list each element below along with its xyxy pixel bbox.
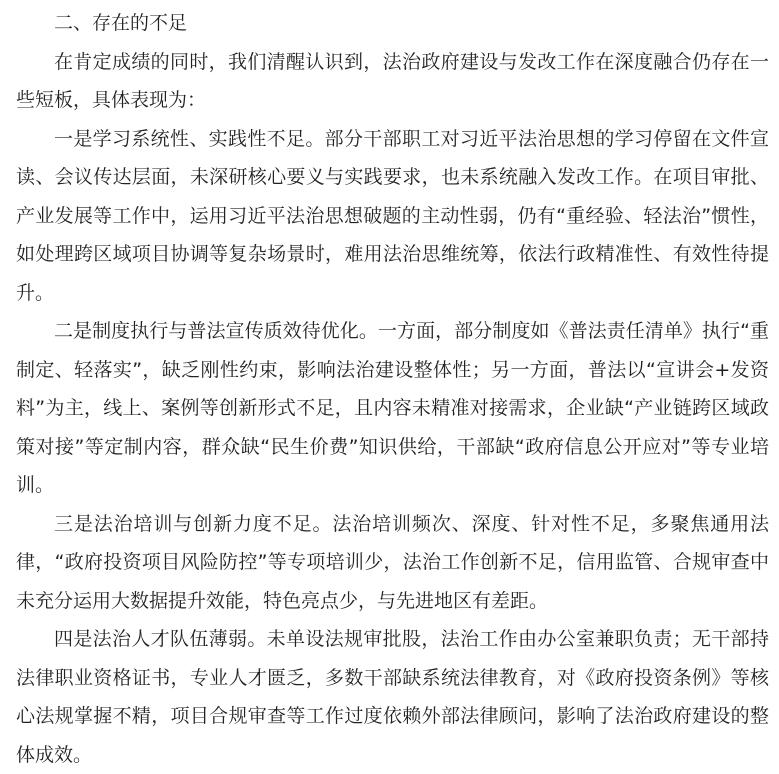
paragraph-talent: 四是法治人才队伍薄弱。未单设法规审批股，法治工作由办公室兼职负责；无干部持法律职业资格证书，专业人才匮乏，多数干部缺系统法律教育，对《政府投资条例》等核心法规掌握不精，项目合规审查等工作过度依赖外部法律顾问，影响了法治政府建设的整体成效。 [16, 628, 769, 766]
paragraph-study: 一是学习系统性、实践性不足。部分干部职工对习近平法治思想的学习停留在文件宣读、会议传达层面，未深研核心要义与实践要求，也未系统融入发改工作。在项目审批、产业发展等工作中，运用习近平法治思想破题的主动性弱，仍有“重经验、轻法治”惯性，如处理跨区域项目协调等复杂场景时，难用法治思维统筹，依法行政精准性、有效性待提升。 [16, 127, 769, 304]
paragraph-system-publicity: 二是制度执行与普法宣传质效待优化。一方面，部分制度如《普法责任清单》执行“重制定、轻落实”，缺乏刚性约束，影响法治建设整体性；另一方面，普法以“宣讲会+发资料”为主，线上、案例等创新形式不足，且内容未精准对接需求，企业缺“产业链跨区域政策对接”等定制内容，群众缺“民生价费”知识供给，干部缺“政府信息公开应对”等专业培训。 [16, 320, 769, 496]
section-heading: 二、存在的不足 [54, 12, 188, 34]
intro-paragraph: 在肯定成绩的同时，我们清醒认识到，法治政府建设与发改工作在深度融合仍存在一些短板，具体表现为： [16, 50, 769, 111]
paragraph-training: 三是法治培训与创新力度不足。法治培训频次、深度、针对性不足，多聚焦通用法律，“政府投资项目风险防控”等专项培训少，法治工作创新不足，信用监管、合规审查中未充分运用大数据提升效能，特色亮点少，与先进地区有差距。 [16, 512, 769, 612]
